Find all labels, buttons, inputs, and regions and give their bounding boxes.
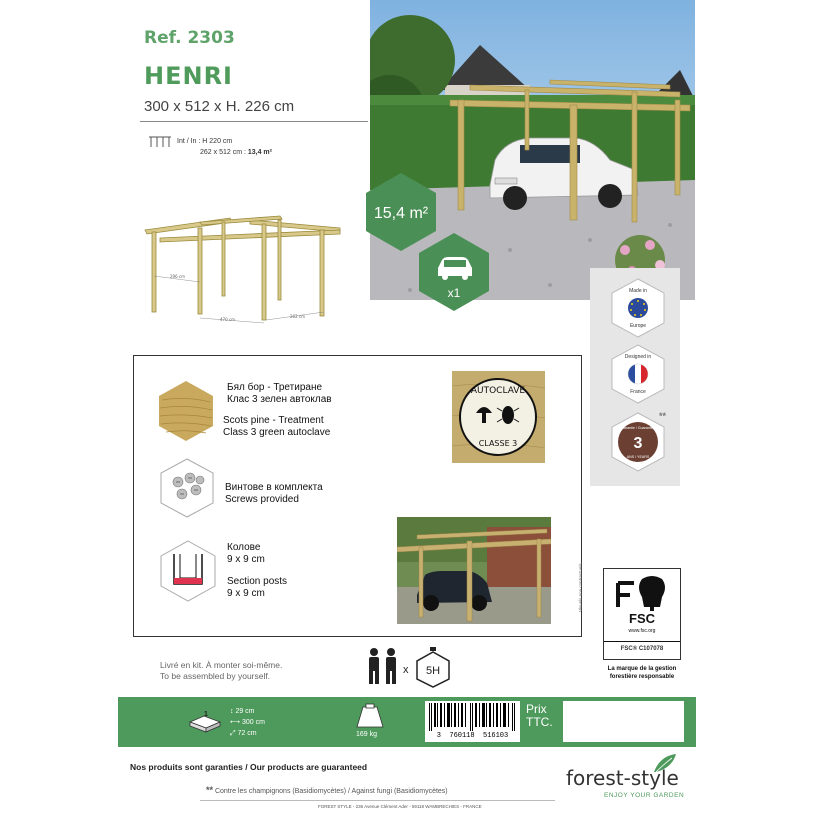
- screws-text-bg: Винтове в комплекта: [225, 482, 323, 493]
- guarantee-years: 3: [633, 435, 643, 452]
- carport-photo-2: [397, 517, 551, 624]
- footer-divider: [200, 800, 555, 801]
- package-box-icon: [186, 708, 222, 736]
- fsc-tree-icon: [604, 569, 680, 639]
- post-section-icon: [160, 540, 216, 602]
- weight-icon: [355, 703, 385, 729]
- wood-texture-icon: [158, 380, 214, 442]
- kit-text-en: To be assembled by yourself.: [160, 671, 271, 681]
- wood-text-bg: Бял бор - Третиране Клас 3 зелен автоклав: [227, 382, 332, 405]
- car-count: x1: [447, 286, 461, 300]
- guarantee-statement: Nos produits sont garanties / Our products are guaranteed: [130, 762, 368, 772]
- kit-text-fr: Livré en kit. À monter soi-même.: [160, 660, 283, 670]
- package-height: 29 cm: [235, 708, 255, 715]
- header-divider: [140, 121, 368, 122]
- barcode-bars: [425, 701, 520, 733]
- product-title: HENRI: [144, 62, 233, 90]
- fungi-note: ** Contre les champignons (Basidiomycètes) / Against fungi (Basidiomycètes): [206, 785, 448, 795]
- fsc-label: FSC: [629, 611, 655, 626]
- designed-in-france-badge: [611, 344, 665, 404]
- pergola-drawing: [140, 208, 350, 328]
- price-label: Prix TTC.: [526, 702, 553, 729]
- france-flag-icon: [628, 364, 648, 384]
- two-persons-icon: [365, 647, 401, 687]
- drawing-length-label: 262 cm: [290, 314, 306, 319]
- product-dimensions: 300 x 512 x H. 226 cm: [144, 98, 295, 115]
- posts-text-en: Section posts 9 x 9 cm: [227, 576, 288, 599]
- made-in-europe-badge: [611, 278, 665, 338]
- price-field: [563, 701, 684, 742]
- svg-text:1: 1: [204, 711, 208, 718]
- stopwatch-icon: [415, 646, 451, 688]
- pergola-mini-icon: [148, 134, 172, 148]
- autoclave-title: AUTOCLAVE: [470, 386, 526, 396]
- svg-text:Europe: Europe: [629, 323, 647, 329]
- screws-icon: [160, 458, 214, 518]
- fsc-description: La marque de la gestion forestière responsable: [607, 666, 677, 680]
- product-ref: Ref. 2303: [144, 28, 235, 48]
- drawing-width-label: 470 cm: [220, 317, 236, 322]
- assembly-time: 5H: [425, 665, 441, 677]
- interior-height: Int / In : H 220 cm: [177, 138, 233, 145]
- svg-text:France: France: [630, 389, 646, 395]
- fsc-logo: [603, 568, 681, 660]
- company-address: FOREST STYLE - 236 Avenue Clément Ader - 59118 WAMBRECHIES - FRANCE: [318, 804, 482, 809]
- svg-text:ANS / YEARS: ANS / YEARS: [626, 455, 650, 459]
- wood-text-en: Scots pine - Treatment Class 3 green autoclave: [223, 415, 331, 438]
- package-depth: 72 cm: [237, 730, 257, 737]
- width-arrow-icon: ⟷: [230, 719, 241, 726]
- guarantee-mark: **: [659, 411, 667, 421]
- persons-multiplier: x: [403, 664, 409, 676]
- height-arrow-icon: ↕: [230, 708, 234, 715]
- autoclave-badge: [452, 371, 545, 463]
- drawing-depth-label: 296 cm: [170, 274, 186, 279]
- guarantee-badge: [611, 410, 671, 474]
- brand-logo: forest-style: [566, 766, 679, 790]
- interior-size: 262 x 512 cm : 13,4 m²: [200, 149, 272, 156]
- barcode: [425, 701, 520, 742]
- svg-text:Made in: Made in: [629, 288, 647, 294]
- area-value: 15,4 m²: [373, 205, 429, 222]
- depth-arrow-icon: ⤢: [230, 730, 236, 737]
- visual-disclaimer: Visuels non contractuels.: [578, 562, 583, 612]
- car-count-badge: [418, 232, 490, 312]
- svg-text:Designed in: Designed in: [624, 354, 652, 360]
- posts-text-bg: Колове 9 x 9 cm: [227, 542, 265, 565]
- autoclave-class: CLASSE 3: [478, 439, 518, 448]
- svg-text:Garantie / Guarantee: Garantie / Guarantee: [621, 426, 655, 430]
- package-weight: 169 kg: [356, 731, 378, 738]
- package-dimensions: [230, 706, 265, 739]
- fsc-code: FSC® C107078: [620, 646, 664, 652]
- brand-tagline: ENJOY YOUR GARDEN: [604, 792, 685, 799]
- screws-text-en: Screws provided: [225, 494, 299, 505]
- package-width: 300 cm: [242, 719, 265, 726]
- fsc-url: www.fsc.org: [628, 628, 656, 634]
- barcode-number: 3 760118 516103: [436, 732, 509, 740]
